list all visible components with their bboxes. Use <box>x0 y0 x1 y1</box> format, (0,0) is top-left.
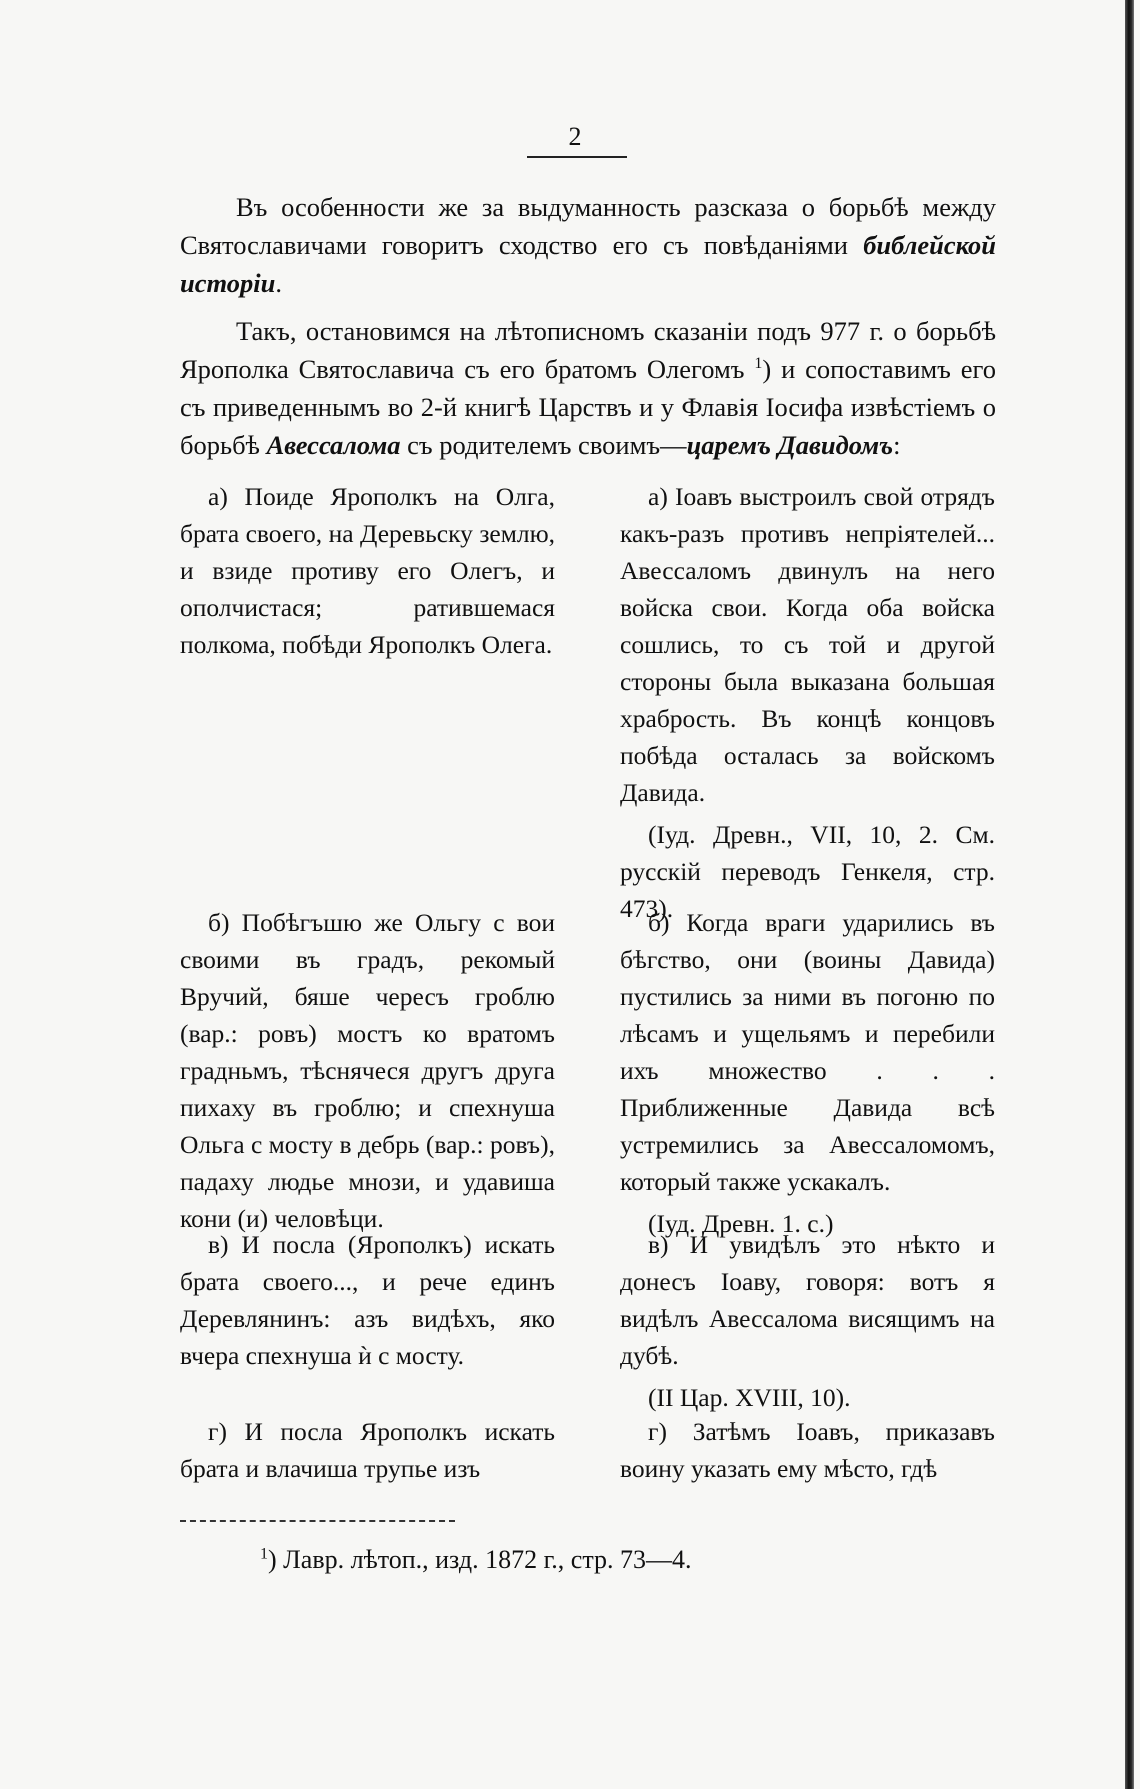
intro-p1-end: . <box>275 268 282 298</box>
footnote-rule <box>180 1520 455 1522</box>
page-edge-shadow <box>1125 0 1134 1789</box>
left-column-section-g <box>180 1413 555 1487</box>
left-paragraph-a: а) Поиде Ярополкъ на Олга, брата своего, на Деревьску землю, и взиде противу его Олегъ, и ополчистася; ратившемася полкома, побѣди Ярополкъ Олега. <box>180 482 555 659</box>
intro-p1-text: Въ особенности же за выдуманность разсказа о борьбѣ между Святославичами говоритъ сходство его съ повѣданіями <box>180 192 996 260</box>
left-column-section-b <box>180 904 555 1237</box>
right-paragraph-a: а) Іоавъ выстроилъ свой отрядъ какъ-разъ противъ непріятелей... Авессаломъ двинулъ на него войска свои. Когда оба войска сошлись, то съ той и другой стороны была выказана большая храбрость. Въ концѣ концовъ побѣда осталась за войскомъ Давида. <box>620 482 995 807</box>
intro-p2-text: Такъ, остановимся на лѣтописномъ сказаніи подъ 977 г. о борьбѣ Ярополка Святославича съ его братомъ Олегомъ <box>180 316 996 384</box>
right-reference-b: (Іуд. Древн. 1. с.) <box>648 1209 834 1238</box>
right-reference-a: (Іуд. Древн., VII, 10, 2. См. русскій переводъ Генкеля, стр. 473). <box>620 820 995 923</box>
page-number-rule <box>527 156 627 158</box>
intro-p2-italic-1: Авессалома <box>266 430 401 460</box>
intro-p2-text-3: съ родителемъ своимъ— <box>400 430 687 460</box>
footnote-ref-mark: 1 <box>754 355 763 373</box>
intro-p2-end: : <box>893 430 901 460</box>
left-paragraph-g: г) И посла Ярополкъ искать брата и влачиша трупье изъ <box>180 1417 555 1483</box>
right-column-section-a <box>620 478 995 927</box>
footnote-mark: 1 <box>260 1545 268 1563</box>
right-column-section-g <box>620 1413 995 1487</box>
footnote-text: ) Лавр. лѣтоп., изд. 1872 г., стр. 73—4. <box>268 1545 692 1574</box>
right-paragraph-v: в) И увидѣлъ это нѣкто и донесъ Іоаву, говоря: вотъ я видѣлъ Авессалома висящимъ на дубѣ. <box>620 1230 995 1370</box>
page-number: 2 <box>568 122 582 151</box>
intro-paragraph-1 <box>180 188 996 302</box>
right-paragraph-b: б) Когда враги ударились въ бѣгство, они (воины Давида) пустились за ними въ погоню по лѣсамъ и ущельямъ и перебили ихъ множество . . . Приближенные Давида всѣ устремились за Авессаломомъ, который также ускакалъ. <box>620 908 995 1196</box>
left-paragraph-b: б) Побѣгъшю же Ольгу с вои своими въ градъ, рекомый Вручий, бяше чересъ гроблю (вар.: ровъ) мостъ ко вратомъ градньмъ, тѣснячеся другъ друга пихаху въ гроблю; и спехнуша Ольга с мосту в дебрь (вар.: ровъ), падаху людье мнози, и удавиша кони (и) человѣци. <box>180 908 555 1233</box>
left-paragraph-v: в) И посла (Ярополкъ) искать брата своего..., и рече единъ Деревлянинъ: азъ видѣхъ, яко вчера спехнуша ѝ с мосту. <box>180 1230 555 1370</box>
left-column-section-a <box>180 478 555 663</box>
intro-p1-italic: библейской исторіи <box>180 230 996 298</box>
intro-text <box>180 188 996 474</box>
left-column-section-v <box>180 1226 555 1374</box>
right-reference-v: (II Цар. XVIII, 10). <box>648 1383 851 1412</box>
intro-p2-text-2: ) и сопоставимъ его съ приведеннымъ во 2-й книгѣ Царствъ и у Флавія Іосифа извѣстіемъ о борьбѣ <box>180 354 996 460</box>
footnote <box>260 1542 1000 1578</box>
right-paragraph-g: г) Затѣмъ Іоавъ, приказавъ воину указать ему мѣсто, гдѣ <box>620 1417 995 1483</box>
right-column-section-b <box>620 904 995 1242</box>
right-column-section-v <box>620 1226 995 1416</box>
intro-p2-italic-2: царемъ Давидомъ <box>686 430 894 460</box>
intro-paragraph-2 <box>180 312 996 464</box>
